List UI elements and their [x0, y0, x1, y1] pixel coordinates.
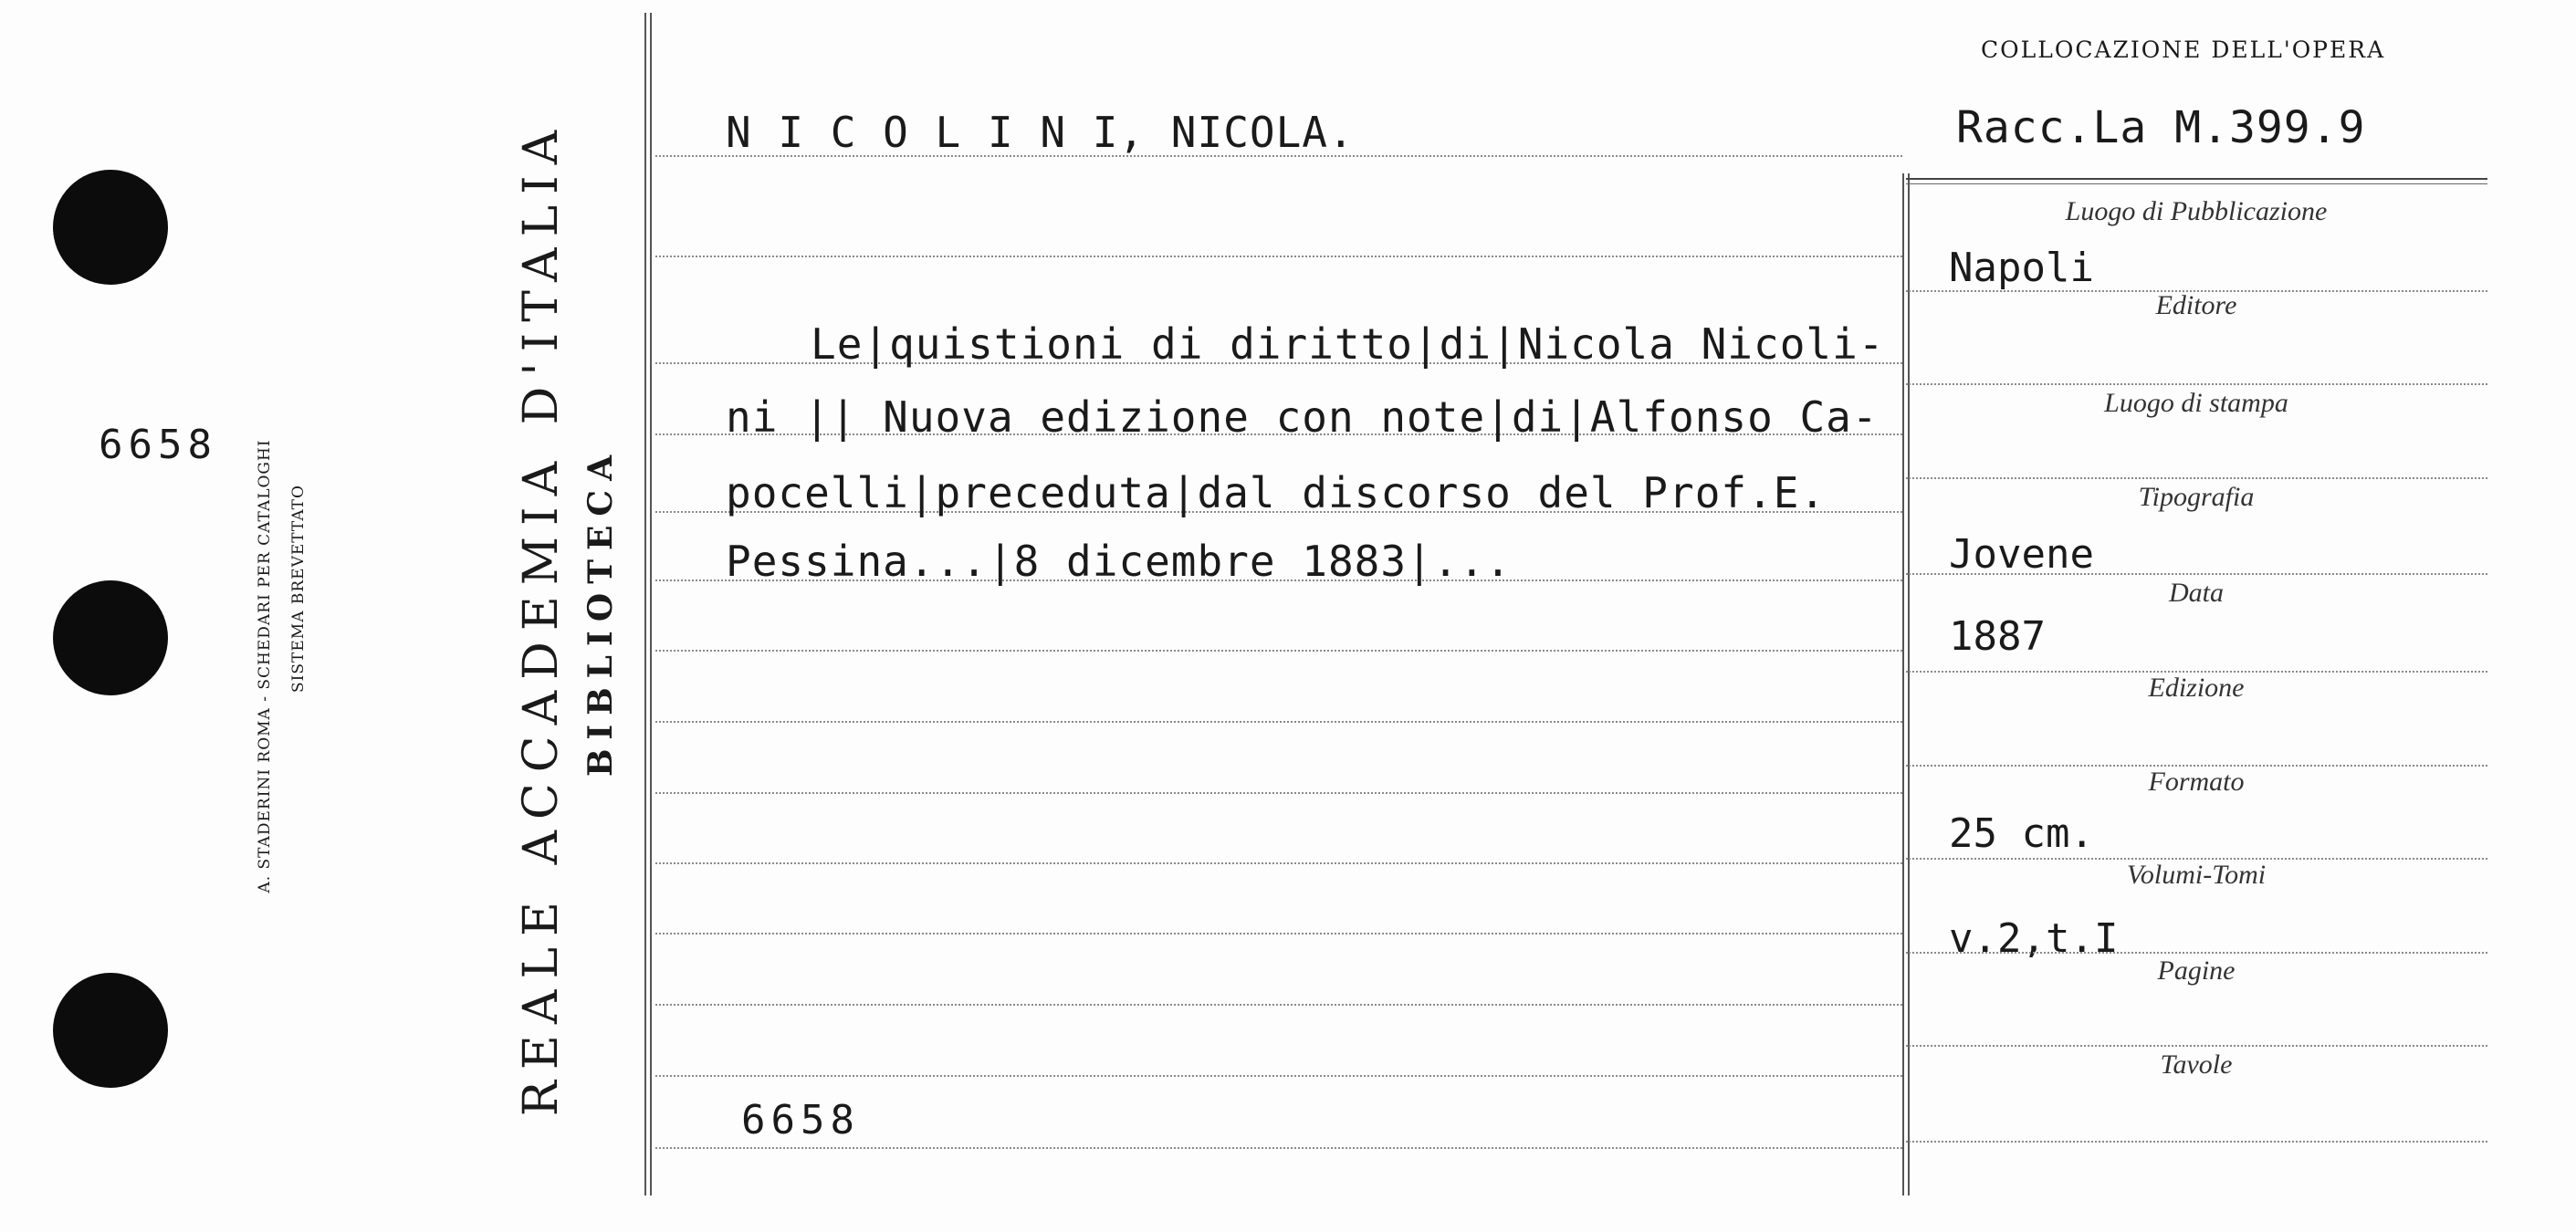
field-label-formato: Formato — [2148, 767, 2245, 797]
inventory-number: 6658 — [741, 1097, 860, 1143]
fields-top-rule-inner — [1906, 183, 2487, 184]
fields-left-border-inner — [1908, 173, 1910, 1195]
title-line-2: ni || Nuova edizione con note|di|Alfonso Ca- — [726, 392, 1879, 442]
ruled-line — [655, 933, 1902, 934]
field-value-luogo-pubblicazione: Napoli — [1949, 245, 2094, 291]
main-left-border-inner — [650, 13, 652, 1195]
title-line-3: pocelli|preceduta|dal discorso del Prof.E. — [726, 468, 1827, 517]
punch-hole-middle — [53, 580, 168, 695]
field-label-data: Data — [2169, 578, 2224, 608]
ruled-line — [655, 256, 1902, 257]
printer-imprint-line-2: SISTEMA BREVETTATO — [289, 485, 308, 693]
ruled-line — [655, 1147, 1902, 1149]
field-rule — [1906, 1045, 2487, 1047]
punch-hole-top — [53, 170, 168, 285]
field-value-data: 1887 — [1949, 613, 2046, 660]
field-rule — [1906, 671, 2487, 673]
field-label-luogo-pubblicazione: Luogo di Pubblicazione — [2065, 196, 2328, 226]
ruled-line — [655, 862, 1902, 864]
field-rule — [1906, 290, 2487, 292]
ruled-line — [655, 792, 1902, 794]
field-value-volumi-tomi: v.2,t.I — [1949, 915, 2119, 962]
field-value-formato: 25 cm. — [1949, 810, 2094, 857]
field-label-editore: Editore — [2155, 290, 2237, 320]
field-rule — [1906, 1141, 2487, 1143]
collocazione-heading: COLLOCAZIONE DELL'OPERA — [1981, 37, 2386, 63]
department-name: BIBLIOTECA — [581, 445, 620, 778]
field-rule — [1906, 383, 2487, 385]
title-line-4: Pessina...|8 dicembre 1883|... — [726, 537, 1512, 586]
ruled-line — [655, 721, 1902, 723]
field-label-luogo-stampa: Luogo di stampa — [2104, 388, 2288, 418]
institution-name: REALE ACCADEMIA D'ITALIA — [514, 119, 569, 1117]
fields-left-border — [1902, 173, 1904, 1195]
ruled-line — [655, 650, 1902, 652]
title-line-1: Le|quistioni di diritto|di|Nicola Nicoli- — [811, 319, 1885, 369]
printer-imprint-line-1: A. STADERINI ROMA - SCHEDARI PER CATALOGHI — [256, 439, 274, 893]
fields-top-rule — [1906, 178, 2487, 180]
ruled-line — [655, 1004, 1902, 1006]
field-label-tavole: Tavole — [2160, 1049, 2233, 1080]
author-heading: N I C O L I N I, NICOLA. — [726, 108, 1355, 157]
ruled-line — [655, 1075, 1902, 1077]
field-rule — [1906, 477, 2487, 479]
field-value-tipografia: Jovene — [1949, 531, 2094, 578]
field-label-volumi-tomi: Volumi-Tomi — [2126, 860, 2267, 890]
shelfmark: Racc.La M.399.9 — [1956, 102, 2366, 153]
field-label-tipografia: Tipografia — [2138, 482, 2255, 512]
field-rule — [1906, 952, 2487, 954]
margin-catalog-number: 6658 — [99, 422, 217, 468]
field-label-edizione: Edizione — [2148, 673, 2245, 703]
field-rule — [1906, 573, 2487, 575]
field-label-pagine: Pagine — [2157, 955, 2236, 986]
main-left-border — [644, 13, 646, 1195]
punch-hole-bottom — [53, 973, 168, 1088]
field-rule — [1906, 765, 2487, 767]
field-rule — [1906, 858, 2487, 860]
